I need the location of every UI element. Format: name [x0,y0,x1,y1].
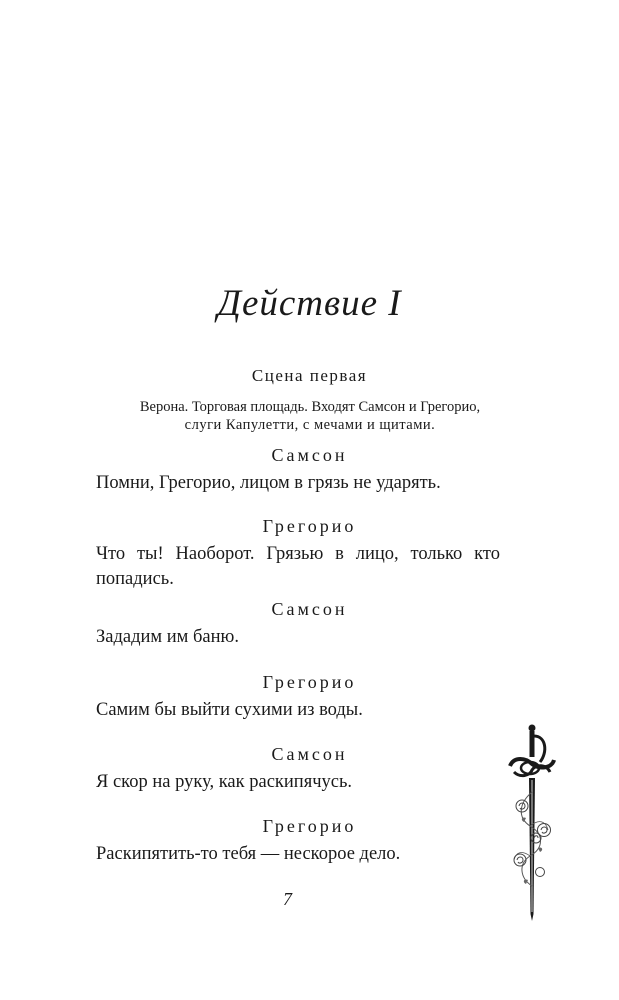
dialogue-line: Я скор на руку, как раскипячусь. [96,772,353,792]
speaker-name: Грегорио [262,672,357,692]
stage-direction-line-2: слуги Капулетти, с мечами и щитами. [184,417,436,433]
dialogue-line: попадись. [96,569,174,589]
dialogue-line: Самим бы выйти сухими из воды. [96,700,363,720]
page-number: 7 [283,889,292,909]
scene-title: Сцена первая [251,366,368,385]
stage-direction [80,398,540,434]
speaker-name: Грегорио [262,516,357,536]
speaker-name: Самсон [271,744,348,764]
sword-with-roses-icon [500,722,560,922]
dialogue-line: Зададим им баню. [96,627,239,647]
act-title: Действие I [217,283,402,324]
speaker-name: Самсон [271,599,348,619]
stage-direction-line-1: Верона. Торговая площадь. Входят Самсон и Грегорио, [139,399,481,415]
dialogue-line: Помни, Грегорио, лицом в грязь не ударять. [96,473,441,493]
speaker-name: Самсон [271,445,348,465]
speaker-name: Грегорио [262,816,357,836]
dialogue-line: Раскипятить-то тебя — нескорое дело. [96,844,401,864]
dialogue-line: Что ты! Наоборот. Грязью в лицо, только кто [96,544,500,564]
